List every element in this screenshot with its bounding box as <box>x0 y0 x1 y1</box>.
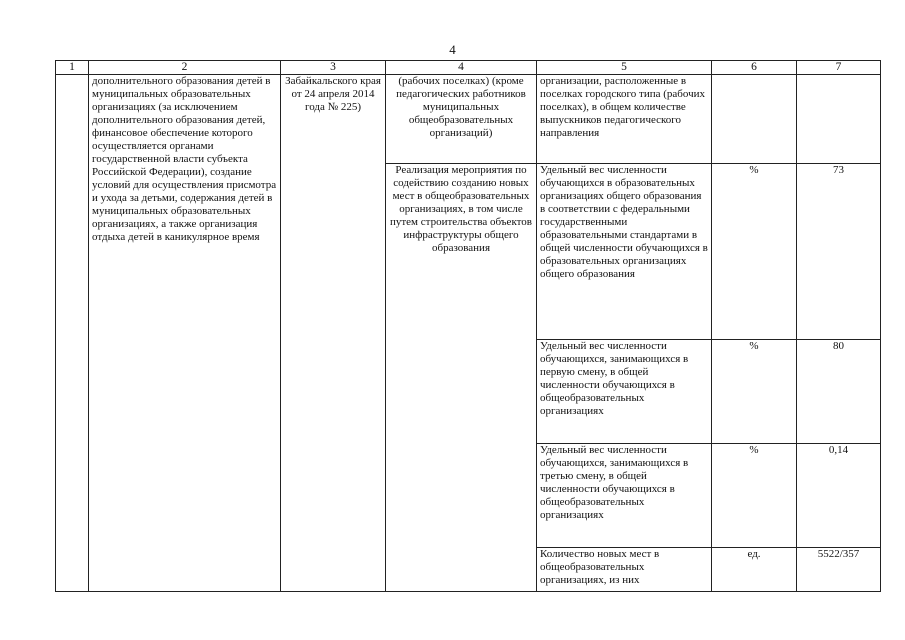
column-number-2: 2 <box>89 61 281 75</box>
column-number-5: 5 <box>537 61 712 75</box>
indicator-text: Удельный вес численности обучающихся, занимающихся в первую смену, в общей численности обучающихся в общеобразовательных организациях <box>537 340 712 444</box>
indicator-unit: % <box>712 340 797 444</box>
legal-act-reference: Забайкальского края от 24 апреля 2014 года № 225) <box>281 75 386 592</box>
indicator-unit: ед. <box>712 548 797 592</box>
col1-cell <box>56 75 89 592</box>
column-number-4: 4 <box>386 61 537 75</box>
page-number: 4 <box>449 42 456 57</box>
indicator-text: Удельный вес численности обучающихся в образовательных организациях общего образования в соответствии с федеральными государственными образовательными стандартами в общей численности обучающихся в образовательных организациях общего образования <box>537 164 712 340</box>
event-continuation: (рабочих поселках) (кроме педагогических работников муниципальных общеобразовательных организаций) <box>386 75 537 164</box>
column-number-1: 1 <box>56 61 89 75</box>
column-number-6: 6 <box>712 61 797 75</box>
indicator-unit: % <box>712 444 797 548</box>
indicator-continuation: организации, расположенные в поселках городского типа (рабочих поселках), в общем количестве выпускников педагогического направления <box>537 75 712 164</box>
indicator-unit: % <box>712 164 797 340</box>
indicator-text: Удельный вес численности обучающихся, занимающихся в третью смену, в общей численности обучающихся в общеобразовательных организациях <box>537 444 712 548</box>
column-number-3: 3 <box>281 61 386 75</box>
program-table <box>55 60 881 592</box>
value-cell <box>797 75 881 164</box>
column-number-7: 7 <box>797 61 881 75</box>
unit-cell <box>712 75 797 164</box>
indicator-value: 5522/357 <box>797 548 881 592</box>
indicator-value: 73 <box>797 164 881 340</box>
column-number-row <box>56 61 881 75</box>
indicator-value: 80 <box>797 340 881 444</box>
task-description: дополнительного образования детей в муниципальных образовательных организациях (за исключением дополнительного образования детей, финансовое обеспечение которого осуществляется органами государственной власти субъекта Российской Федерации), создание условий для осуществления присмотра и ухода за детьми, содержания детей в муниципальных образовательных организациях, а также организация отдыха детей в каникулярное время <box>89 75 281 592</box>
table-row <box>56 75 881 164</box>
indicator-value: 0,14 <box>797 444 881 548</box>
indicator-text: Количество новых мест в общеобразовательных организациях, из них <box>537 548 712 592</box>
event-description: Реализация мероприятия по содействию созданию новых мест в общеобразовательных организациях, в том числе путем строительства объектов инфраструктуры общего образования <box>386 164 537 592</box>
